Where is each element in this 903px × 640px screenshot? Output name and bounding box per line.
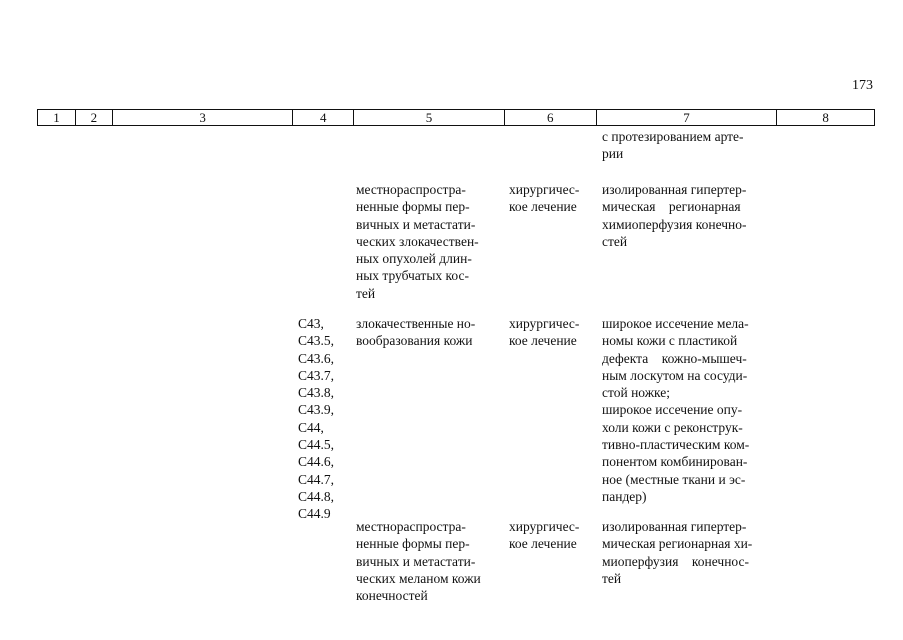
header-col-6: 6 [505, 110, 597, 125]
row-2-method: широкое иссечение мела- номы кожи с пластикой дефекта кожно-мышеч- ным лоскутом на сосуди- стой ножке; широкое иссечение опу- холи кожи с реконструк- тивно-пластическим ком- понентом комбинирован- ное (местные ткани и эс- пандер) [602, 316, 750, 504]
row-1-treatment-type: хирургичес- кое лечение [509, 182, 580, 215]
header-col-5: 5 [354, 110, 505, 125]
header-col-1: 1 [38, 110, 76, 125]
row-0-method: с протезированием арте- рии [602, 129, 744, 162]
row-2-icd-codes: C43, C43.5, C43.6, C43.7, C43.8, C43.9, C44, C44.5, C44.6, C44.7, C44.8, C44.9 [298, 316, 335, 522]
header-col-4: 4 [293, 110, 354, 125]
header-col-2: 2 [76, 110, 113, 125]
header-col-7: 7 [597, 110, 778, 125]
page-number: 173 [852, 78, 873, 93]
header-col-8: 8 [822, 110, 829, 125]
row-2-treatment-type: хирургичес- кое лечение [509, 316, 580, 349]
header-col-3: 3 [113, 110, 294, 125]
row-3-treatment-type: хирургичес- кое лечение [509, 519, 580, 552]
row-3-diagnosis: местнораспростра- ненные формы пер- вичных и метастати- ческих меланом кожи конечностей [356, 519, 481, 604]
row-1-method: изолированная гипертер- мическая регионарная химиоперфузия конечно- стей [602, 182, 747, 249]
row-2-diagnosis: злокачественные но- вообразования кожи [356, 316, 476, 349]
row-3-method: изолированная гипертер- мическая регионарная хи- миоперфузия конечнос- тей [602, 519, 753, 586]
row-1-diagnosis: местнораспростра- ненные формы пер- вичных и метастати- ческих злокачествен- ных опухолей длин- ных трубчатых кос- тей [356, 182, 479, 301]
